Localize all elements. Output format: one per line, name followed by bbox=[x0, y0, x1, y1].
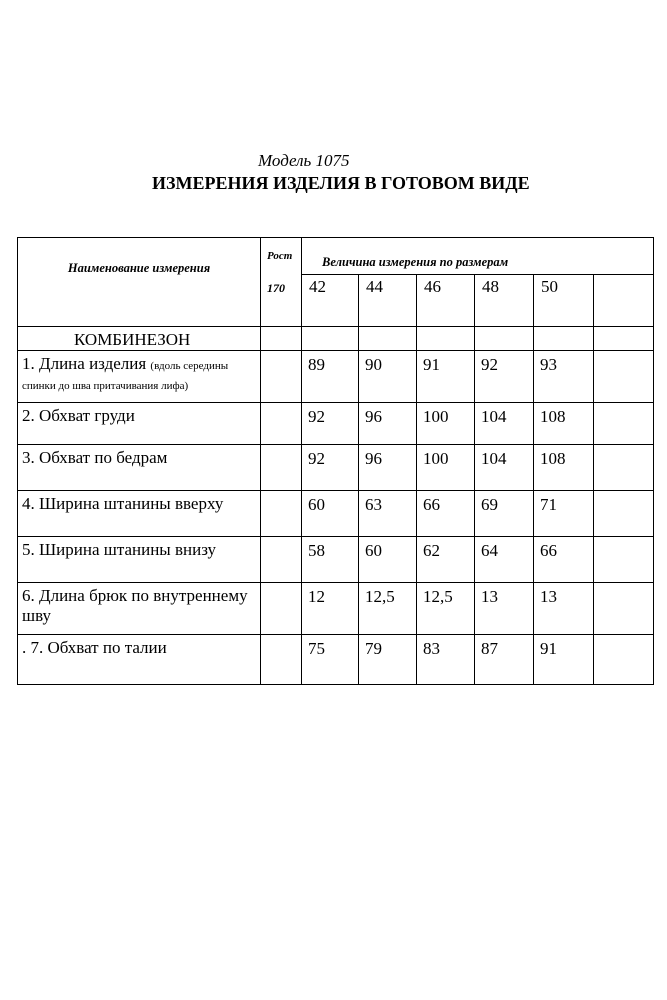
measurement-name: 6. Длина брюк по внутреннему шву bbox=[18, 583, 261, 635]
size-cell: 44 bbox=[359, 275, 417, 327]
model-number: Модель 1075 bbox=[258, 151, 350, 170]
size-cell bbox=[594, 275, 654, 327]
value-cell: 100 bbox=[417, 403, 475, 445]
header-height-value: 170 bbox=[267, 281, 285, 295]
measurement-name: 1. Длина изделия (вдоль середины спинки до шва притачивания лифа) bbox=[18, 351, 261, 403]
value-cell bbox=[594, 635, 654, 685]
empty-cell bbox=[302, 327, 359, 351]
value-cell: 89 bbox=[302, 351, 359, 403]
value-cell bbox=[594, 445, 654, 491]
header-measurement-name: Наименование измерения bbox=[18, 238, 261, 327]
table-row bbox=[18, 583, 654, 635]
value-cell bbox=[594, 403, 654, 445]
value-cell: 100 bbox=[417, 445, 475, 491]
value-cell: 96 bbox=[359, 403, 417, 445]
value-cell bbox=[594, 537, 654, 583]
value-cell: 71 bbox=[534, 491, 594, 537]
empty-cell bbox=[261, 327, 302, 351]
value-cell bbox=[594, 491, 654, 537]
value-cell bbox=[594, 351, 654, 403]
empty-cell bbox=[261, 635, 302, 685]
empty-cell bbox=[359, 327, 417, 351]
value-cell: 104 bbox=[475, 403, 534, 445]
table-row bbox=[18, 635, 654, 685]
value-cell: 90 bbox=[359, 351, 417, 403]
value-cell: 108 bbox=[534, 445, 594, 491]
size-cell: 42 bbox=[302, 275, 359, 327]
value-cell: 12,5 bbox=[417, 583, 475, 635]
measurement-name: 5. Ширина штанины внизу bbox=[18, 537, 261, 583]
value-cell: 13 bbox=[475, 583, 534, 635]
value-cell: 96 bbox=[359, 445, 417, 491]
value-cell: 92 bbox=[302, 403, 359, 445]
measurement-name: . 7. Обхват по талии bbox=[18, 635, 261, 685]
value-cell: 62 bbox=[417, 537, 475, 583]
header-size-values: Величина измерения по размерам bbox=[302, 238, 654, 275]
empty-cell bbox=[417, 327, 475, 351]
table-row bbox=[18, 445, 654, 491]
value-cell: 91 bbox=[417, 351, 475, 403]
empty-cell bbox=[261, 583, 302, 635]
table-row bbox=[18, 403, 654, 445]
header-height bbox=[261, 238, 302, 327]
size-cell: 48 bbox=[475, 275, 534, 327]
value-cell: 83 bbox=[417, 635, 475, 685]
measurement-name: 4. Ширина штанины вверху bbox=[18, 491, 261, 537]
value-cell: 66 bbox=[417, 491, 475, 537]
measurement-name: 2. Обхват груди bbox=[18, 403, 261, 445]
table-row bbox=[18, 351, 654, 403]
value-cell: 104 bbox=[475, 445, 534, 491]
value-cell: 63 bbox=[359, 491, 417, 537]
value-cell: 91 bbox=[534, 635, 594, 685]
table-row bbox=[18, 537, 654, 583]
value-cell: 79 bbox=[359, 635, 417, 685]
value-cell: 12 bbox=[302, 583, 359, 635]
section-title: КОМБИНЕЗОН bbox=[18, 327, 261, 351]
value-cell: 69 bbox=[475, 491, 534, 537]
empty-cell bbox=[261, 491, 302, 537]
value-cell: 93 bbox=[534, 351, 594, 403]
empty-cell bbox=[261, 403, 302, 445]
empty-cell bbox=[594, 327, 654, 351]
value-cell: 60 bbox=[359, 537, 417, 583]
empty-cell bbox=[261, 351, 302, 403]
value-cell: 108 bbox=[534, 403, 594, 445]
empty-cell bbox=[534, 327, 594, 351]
value-cell: 58 bbox=[302, 537, 359, 583]
value-cell: 92 bbox=[475, 351, 534, 403]
empty-cell bbox=[261, 445, 302, 491]
size-cell: 50 bbox=[534, 275, 594, 327]
empty-cell bbox=[475, 327, 534, 351]
value-cell: 64 bbox=[475, 537, 534, 583]
value-cell: 60 bbox=[302, 491, 359, 537]
header-height-label: Рост bbox=[267, 250, 293, 262]
value-cell: 92 bbox=[302, 445, 359, 491]
size-cell: 46 bbox=[417, 275, 475, 327]
table-row bbox=[18, 491, 654, 537]
value-cell bbox=[594, 583, 654, 635]
value-cell: 87 bbox=[475, 635, 534, 685]
value-cell: 12,5 bbox=[359, 583, 417, 635]
measurements-table bbox=[17, 237, 654, 685]
value-cell: 75 bbox=[302, 635, 359, 685]
measurement-note: (вдоль середины спинки до шва притачивания лифа) bbox=[22, 360, 229, 392]
empty-cell bbox=[261, 537, 302, 583]
measurement-name: 3. Обхват по бедрам bbox=[18, 445, 261, 491]
value-cell: 66 bbox=[534, 537, 594, 583]
value-cell: 13 bbox=[534, 583, 594, 635]
document-title: ИЗМЕРЕНИЯ ИЗДЕЛИЯ В ГОТОВОМ ВИДЕ bbox=[152, 173, 530, 193]
